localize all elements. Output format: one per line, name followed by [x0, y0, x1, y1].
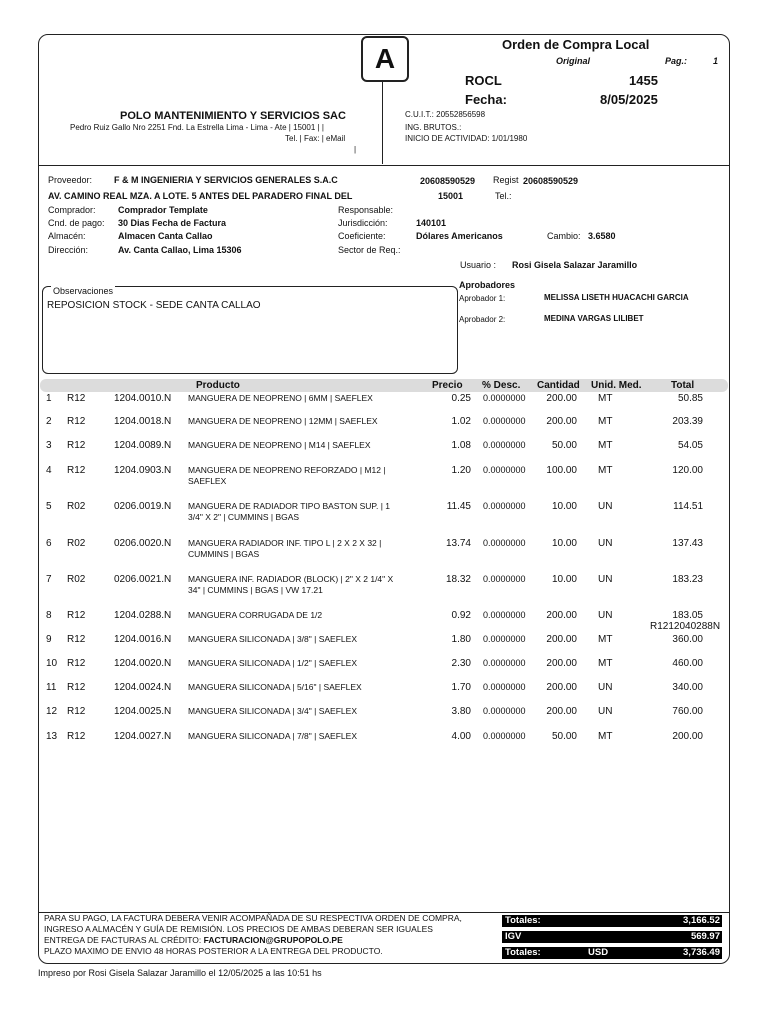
- row-total: 183.05: [672, 610, 703, 621]
- invoice-letter: A: [361, 36, 409, 82]
- company-address: Pedro Ruiz Gallo Nro 2251 Fnd. La Estrella Lima - Lima - Ate | 15001 | |: [70, 123, 324, 132]
- row-category: R12: [67, 706, 86, 717]
- row-discount: 0.0000000: [483, 440, 526, 450]
- total-currency: USD: [588, 947, 609, 958]
- row-description: MANGUERA SILICONADA | 7/8" | SAEFLEX: [188, 731, 357, 741]
- igv-value: 569.97: [690, 931, 720, 942]
- row-number: 10: [46, 658, 58, 669]
- row-category: R02: [67, 538, 86, 549]
- row-discount: 0.0000000: [483, 682, 526, 692]
- row-discount: 0.0000000: [483, 416, 526, 426]
- row-unit: MT: [598, 658, 613, 669]
- coeficiente-label: Coeficiente:: [338, 231, 386, 241]
- sector-label: Sector de Req.:: [338, 245, 401, 255]
- row-price: 1.08: [451, 440, 471, 451]
- row-total: 460.00: [672, 658, 703, 669]
- row-category: R12: [67, 440, 86, 451]
- row-unit: MT: [598, 731, 613, 742]
- col-desc: % Desc.: [482, 380, 521, 391]
- row-quantity: 200.00: [546, 634, 577, 645]
- row-category: R12: [67, 658, 86, 669]
- row-description: MANGUERA SILICONADA | 3/4" | SAEFLEX: [188, 706, 357, 716]
- row-discount: 0.0000000: [483, 465, 526, 475]
- row-code: 1204.0024.N: [114, 682, 172, 693]
- row-total: 203.39: [672, 416, 703, 427]
- row-price: 2.30: [451, 658, 471, 669]
- row-quantity: 10.00: [551, 538, 577, 549]
- row-unit: MT: [598, 416, 613, 427]
- row-number: 4: [46, 465, 52, 476]
- row-code: 1204.0016.N: [114, 634, 172, 645]
- row-price: 11.45: [446, 501, 471, 512]
- proveedor-name: F & M INGENIERIA Y SERVICIOS GENERALES S.A.C: [114, 175, 338, 185]
- row-code: 1204.0020.N: [114, 658, 172, 669]
- row-code: 0206.0020.N: [114, 538, 172, 549]
- row-quantity: 10.00: [551, 501, 577, 512]
- row-code: 1204.0027.N: [114, 731, 172, 742]
- row-discount: 0.0000000: [483, 706, 526, 716]
- direccion-value: Av. Canta Callao, Lima 15306: [118, 245, 242, 255]
- aprobador1-label: Aprobador 1:: [459, 294, 506, 303]
- row-quantity: 100.00: [546, 465, 577, 476]
- row-total: 120.00: [672, 465, 703, 476]
- jurisdiccion-value: 140101: [416, 218, 447, 228]
- row-description: MANGUERA SILICONADA | 3/8" | SAEFLEX: [188, 634, 357, 644]
- subtotal-label: Totales:: [505, 915, 541, 926]
- row-code: 0206.0021.N: [114, 574, 172, 585]
- regist-value: 20608590529: [523, 176, 579, 186]
- row-description: MANGUERA DE RADIADOR TIPO BASTON SUP. | 1 3/4" X 2" | CUMMINS | BGAS: [188, 501, 391, 522]
- row-category: R02: [67, 574, 86, 585]
- observaciones-label: Observaciones: [53, 286, 114, 296]
- igv-label: IGV: [505, 931, 522, 942]
- row-discount: 0.0000000: [483, 610, 526, 620]
- total-label: Totales:: [505, 947, 541, 958]
- note-3-prefix: ENTREGA DE FACTURAS AL CRÉDITO:: [44, 935, 204, 945]
- doc-title: Orden de Compra Local: [502, 37, 650, 52]
- row-description: MANGUERA SILICONADA | 1/2" | SAEFLEX: [188, 658, 357, 668]
- document-frame: [38, 34, 730, 964]
- row-unit: MT: [598, 393, 613, 404]
- company-contact-tail: |: [354, 145, 357, 154]
- row-description: MANGUERA DE NEOPRENO | 6MM | SAEFLEX: [188, 393, 373, 403]
- row-code: 1204.0018.N: [114, 416, 172, 427]
- company-ing-brutos: ING. BRUTOS.:: [405, 123, 462, 132]
- cond-value: 30 Dias Fecha de Factura: [118, 218, 227, 228]
- row-code: 1204.0025.N: [114, 706, 172, 717]
- note-2: INGRESO A ALMACÉN Y GUÍA DE REMISIÓN. LOS PRECIOS DE AMBAS DEBERAN SER IGUALES: [44, 924, 433, 934]
- row-number: 9: [46, 634, 52, 645]
- row-price: 0.25: [451, 393, 471, 404]
- header-divider: [38, 165, 730, 166]
- table-header: [40, 379, 728, 392]
- total-value: 3,736.49: [683, 947, 720, 958]
- row-total: 200.00: [672, 731, 703, 742]
- row-category: R12: [67, 416, 86, 427]
- total-bar: [502, 947, 722, 959]
- proveedor-label: Proveedor:: [48, 175, 93, 185]
- row-discount: 0.0000000: [483, 501, 526, 511]
- row-description: MANGUERA INF. RADIADOR (BLOCK) | 2" X 2 1/4" X 34" | CUMMINS | BGAS | VW 17.21: [188, 574, 394, 595]
- company-cuit: C.U.I.T.: 20552856598: [405, 110, 486, 119]
- responsable-label: Responsable:: [338, 205, 394, 215]
- row-quantity: 200.00: [546, 610, 577, 621]
- row-unit: UN: [598, 574, 613, 585]
- row-price: 3.80: [451, 706, 471, 717]
- note-4: PLAZO MAXIMO DE ENVIO 48 HORAS POSTERIOR A LA ENTREGA DEL PRODUCTO.: [44, 946, 383, 956]
- cambio-value: 3.6580: [588, 231, 616, 241]
- row-total: 50.85: [677, 393, 703, 404]
- row-unit: MT: [598, 440, 613, 451]
- row-quantity: 50.00: [551, 440, 577, 451]
- row-quantity: 10.00: [551, 574, 577, 585]
- row-unit: UN: [598, 706, 613, 717]
- col-precio: Precio: [432, 380, 463, 391]
- row-unit: MT: [598, 465, 613, 476]
- row-number: 7: [46, 574, 52, 585]
- row-total: 183.23: [672, 574, 703, 585]
- col-cantidad: Cantidad: [537, 380, 580, 391]
- row-category: R12: [67, 393, 86, 404]
- row-total: 137.43: [672, 538, 703, 549]
- row-code: 1204.0089.N: [114, 440, 172, 451]
- aprobador2-name: MEDINA VARGAS LILIBET: [544, 314, 644, 323]
- footer-notes: [44, 913, 494, 957]
- order-date: 8/05/2025: [600, 92, 658, 107]
- usuario-value: Rosi Gisela Salazar Jaramillo: [512, 260, 638, 270]
- row-number: 13: [46, 731, 58, 742]
- cond-label: Cnd. de pago:: [48, 218, 105, 228]
- row-description: MANGUERA CORRUGADA DE 1/2: [188, 610, 323, 620]
- usuario-label: Usuario :: [460, 260, 497, 270]
- row-price: 1.70: [451, 682, 471, 693]
- row-unit: UN: [598, 538, 613, 549]
- company-name: POLO MANTENIMIENTO Y SERVICIOS SAC: [120, 110, 346, 122]
- fecha-label: Fecha:: [465, 92, 507, 107]
- subtotal-value: 3,166.52: [683, 915, 720, 926]
- row-discount: 0.0000000: [483, 634, 526, 644]
- printed-by: Impreso por Rosi Gisela Salazar Jaramillo el 12/05/2025 a las 10:51 hs: [38, 968, 322, 978]
- row-price: 1.80: [451, 634, 471, 645]
- row-number: 6: [46, 538, 52, 549]
- row-code: 1204.0010.N: [114, 393, 172, 404]
- row-number: 1: [46, 393, 52, 404]
- row-number: 8: [46, 610, 52, 621]
- row-category: R12: [67, 465, 86, 476]
- row-price: 1.20: [451, 465, 471, 476]
- proveedor-postal: 15001: [438, 191, 464, 201]
- aprobadores-title: Aprobadores: [459, 280, 516, 290]
- col-producto: Producto: [196, 380, 240, 391]
- observaciones-text: REPOSICION STOCK - SEDE CANTA CALLAO: [47, 300, 261, 311]
- original-label: Original: [556, 56, 591, 66]
- page-label: Pag.:: [665, 56, 688, 66]
- almacen-value: Almacen Canta Callao: [118, 231, 213, 241]
- cambio-label: Cambio:: [547, 231, 581, 241]
- row-number: 11: [46, 682, 57, 693]
- row-number: 2: [46, 416, 52, 427]
- order-series: ROCL: [465, 73, 502, 88]
- row-category: R12: [67, 610, 86, 621]
- row-quantity: 200.00: [546, 682, 577, 693]
- order-number: 1455: [629, 73, 658, 88]
- moneda-value: Dólares Americanos: [416, 231, 503, 241]
- subtotal-bar: [502, 915, 722, 927]
- row-description: MANGUERA DE NEOPRENO | M14 | SAEFLEX: [188, 440, 371, 450]
- row-quantity: 200.00: [546, 706, 577, 717]
- header-center-divider: [382, 80, 383, 164]
- observaciones-box: [42, 286, 458, 374]
- row-extra-code: R1212040288N: [650, 621, 721, 632]
- company-contact: Tel. | Fax: | eMail: [285, 134, 346, 143]
- tel-label: Tel.:: [495, 191, 512, 201]
- row-price: 13.74: [445, 538, 471, 549]
- row-quantity: 200.00: [546, 393, 577, 404]
- row-description: MANGUERA DE NEOPRENO REFORZADO | M12 | SAEFLEX: [188, 465, 386, 486]
- igv-bar: [502, 931, 722, 943]
- row-number: 12: [46, 706, 58, 717]
- company-inicio: INICIO DE ACTIVIDAD: 1/01/1980: [405, 134, 528, 143]
- row-discount: 0.0000000: [483, 574, 526, 584]
- note-3: [44, 935, 494, 946]
- row-category: R02: [67, 501, 86, 512]
- aprobador2-label: Aprobador 2:: [459, 315, 506, 324]
- row-category: R12: [67, 731, 86, 742]
- row-price: 18.32: [445, 574, 471, 585]
- row-description: MANGUERA SILICONADA | 5/16" | SAEFLEX: [188, 682, 362, 692]
- row-code: 1204.0288.N: [114, 610, 172, 621]
- direccion-label: Dirección:: [48, 245, 89, 255]
- jurisdiccion-label: Jurisdicción:: [338, 218, 388, 228]
- col-unid: Unid. Med.: [591, 380, 642, 391]
- row-total: 114.51: [673, 501, 703, 512]
- note-3-email: FACTURACION@GRUPOPOLO.PE: [203, 935, 343, 945]
- aprobador1-name: MELISSA LISETH HUACACHI GARCIA: [544, 293, 689, 302]
- row-unit: UN: [598, 682, 613, 693]
- row-discount: 0.0000000: [483, 731, 526, 741]
- row-quantity: 200.00: [546, 658, 577, 669]
- proveedor-ruc: 20608590529: [420, 176, 476, 186]
- row-category: R12: [67, 682, 86, 693]
- row-description: MANGUERA DE NEOPRENO | 12MM | SAEFLEX: [188, 416, 378, 426]
- row-category: R12: [67, 634, 86, 645]
- row-total: 54.05: [677, 440, 703, 451]
- row-price: 4.00: [451, 731, 471, 742]
- row-code: 0206.0019.N: [114, 501, 172, 512]
- comprador-label: Comprador:: [48, 205, 96, 215]
- row-unit: UN: [598, 501, 613, 512]
- row-quantity: 50.00: [551, 731, 577, 742]
- almacen-label: Almacén:: [48, 231, 86, 241]
- row-total: 340.00: [672, 682, 703, 693]
- proveedor-address: AV. CAMINO REAL MZA. A LOTE. 5 ANTES DEL PARADERO FINAL DEL: [48, 191, 353, 201]
- row-price: 1.02: [451, 416, 471, 427]
- page-number: 1: [713, 56, 719, 66]
- comprador-value: Comprador Template: [118, 205, 208, 215]
- row-description: MANGUERA RADIADOR INF. TIPO L | 2 X 2 X 32 | CUMMINS | BGAS: [188, 538, 382, 559]
- row-discount: 0.0000000: [483, 393, 526, 403]
- col-total: Total: [671, 380, 695, 391]
- row-discount: 0.0000000: [483, 658, 526, 668]
- row-discount: 0.0000000: [483, 538, 526, 548]
- row-code: 1204.0903.N: [114, 465, 172, 476]
- row-unit: MT: [598, 634, 613, 645]
- note-1: PARA SU PAGO, LA FACTURA DEBERA VENIR ACOMPAÑADA DE SU RESPECTIVA ORDEN DE COMPRA,: [44, 913, 462, 923]
- regist-label: Regist: [493, 175, 519, 185]
- row-price: 0.92: [451, 610, 471, 621]
- row-unit: UN: [598, 610, 613, 621]
- row-total: 360.00: [672, 634, 703, 645]
- row-number: 5: [46, 501, 52, 512]
- row-total: 760.00: [672, 706, 703, 717]
- row-number: 3: [46, 440, 52, 451]
- row-quantity: 200.00: [546, 416, 577, 427]
